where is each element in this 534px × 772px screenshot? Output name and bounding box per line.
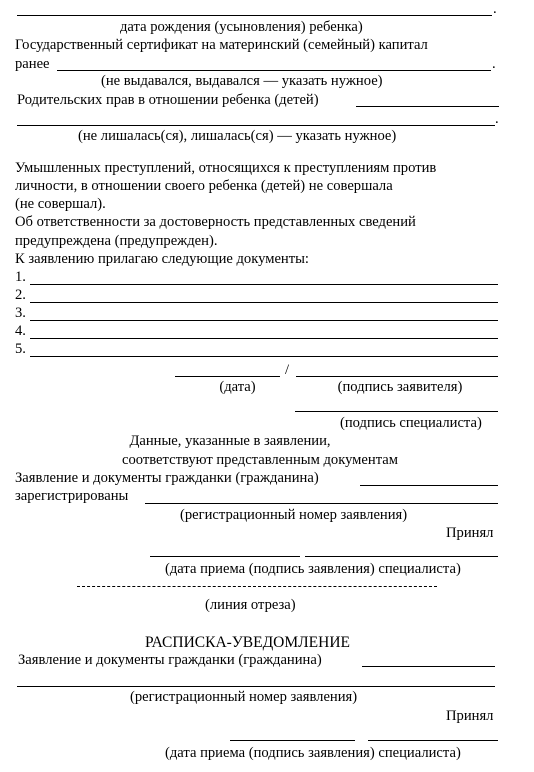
receipt-final-date-hint: (дата приема (подпись заявления) специалиста) xyxy=(165,745,461,761)
attach-item-1: 1. xyxy=(15,269,26,285)
accepted-label: Принял xyxy=(446,525,494,541)
attach-item-3: 3. xyxy=(15,305,26,321)
cut-line-hint: (линия отреза) xyxy=(205,597,296,613)
specialist-sig-line[interactable] xyxy=(295,411,498,412)
receipt-docs-label: Заявление и документы гражданки (гражданина) xyxy=(18,652,322,668)
receipt-reg-line[interactable] xyxy=(17,686,495,687)
registered-line[interactable] xyxy=(145,503,498,504)
receipt-final-date-line[interactable] xyxy=(230,740,355,741)
crime-line1: Умышленных преступлений, относящихся к преступлениям против xyxy=(15,160,437,176)
cert-prefix: ранее xyxy=(15,56,50,72)
birth-date-hint: дата рождения (усыновления) ребенка) xyxy=(120,19,363,35)
attach-line-2[interactable] xyxy=(30,302,498,303)
attach-line-3[interactable] xyxy=(30,320,498,321)
receipt-sig-line[interactable] xyxy=(305,556,498,557)
sig-slash: / xyxy=(285,362,290,378)
applicant-sig-line[interactable] xyxy=(296,376,498,377)
attach-line-4[interactable] xyxy=(30,338,498,339)
date-hint: (дата) xyxy=(219,379,256,395)
registered-label: зарегистрированы xyxy=(15,488,129,504)
attach-item-4: 4. xyxy=(15,323,26,339)
receipt-title: РАСПИСКА-УВЕДОМЛЕНИЕ xyxy=(145,634,350,651)
match-line2: соответствуют представленным документам xyxy=(122,452,398,468)
applicant-sig-hint: (подпись заявителя) xyxy=(337,379,463,395)
receipt-final-sig-line[interactable] xyxy=(368,740,498,741)
resp-line1: Об ответственности за достоверность представленных сведений xyxy=(15,214,416,230)
cert-line1: Государственный сертификат на материнский (семейный) капитал xyxy=(15,37,428,53)
date-line[interactable] xyxy=(175,376,280,377)
attach-line-5[interactable] xyxy=(30,356,498,357)
receipt-docs-line[interactable] xyxy=(362,666,495,667)
receipt-reg-number-hint: (регистрационный номер заявления) xyxy=(130,689,358,705)
docs-line[interactable] xyxy=(360,485,498,486)
dot-mark: . xyxy=(495,111,499,127)
rights-line-2[interactable] xyxy=(17,125,495,126)
receipt-accepted-label: Принял xyxy=(446,708,494,724)
attach-label: К заявлению прилагаю следующие документы: xyxy=(15,251,309,267)
rights-label: Родительских прав в отношении ребенка (детей) xyxy=(17,92,319,108)
birth-date-line[interactable] xyxy=(17,15,492,16)
receipt-date-line[interactable] xyxy=(150,556,300,557)
cert-line[interactable] xyxy=(57,70,491,71)
rights-hint: (не лишалась(ся), лишалась(ся) — указать нужное) xyxy=(78,128,397,144)
dot-mark: . xyxy=(493,1,497,17)
attach-line-1[interactable] xyxy=(30,284,498,285)
reg-number-hint: (регистрационный номер заявления) xyxy=(180,507,408,523)
dot-mark: . xyxy=(492,56,496,72)
attach-item-2: 2. xyxy=(15,287,26,303)
specialist-sig-hint: (подпись специалиста) xyxy=(340,415,482,431)
cut-line xyxy=(77,586,437,587)
rights-line[interactable] xyxy=(356,106,499,107)
crime-line2: личности, в отношении своего ребенка (детей) не совершала xyxy=(15,178,393,194)
cert-hint: (не выдавался, выдавался — указать нужное) xyxy=(101,73,383,89)
resp-line2: предупреждена (предупрежден). xyxy=(15,233,218,249)
docs-label: Заявление и документы гражданки (гражданина) xyxy=(15,470,319,486)
crime-line3: (не совершал). xyxy=(15,196,106,212)
attach-item-5: 5. xyxy=(15,341,26,357)
receipt-date-hint: (дата приема (подпись заявления) специалиста) xyxy=(165,561,461,577)
match-line1: Данные, указанные в заявлении, xyxy=(129,433,331,449)
